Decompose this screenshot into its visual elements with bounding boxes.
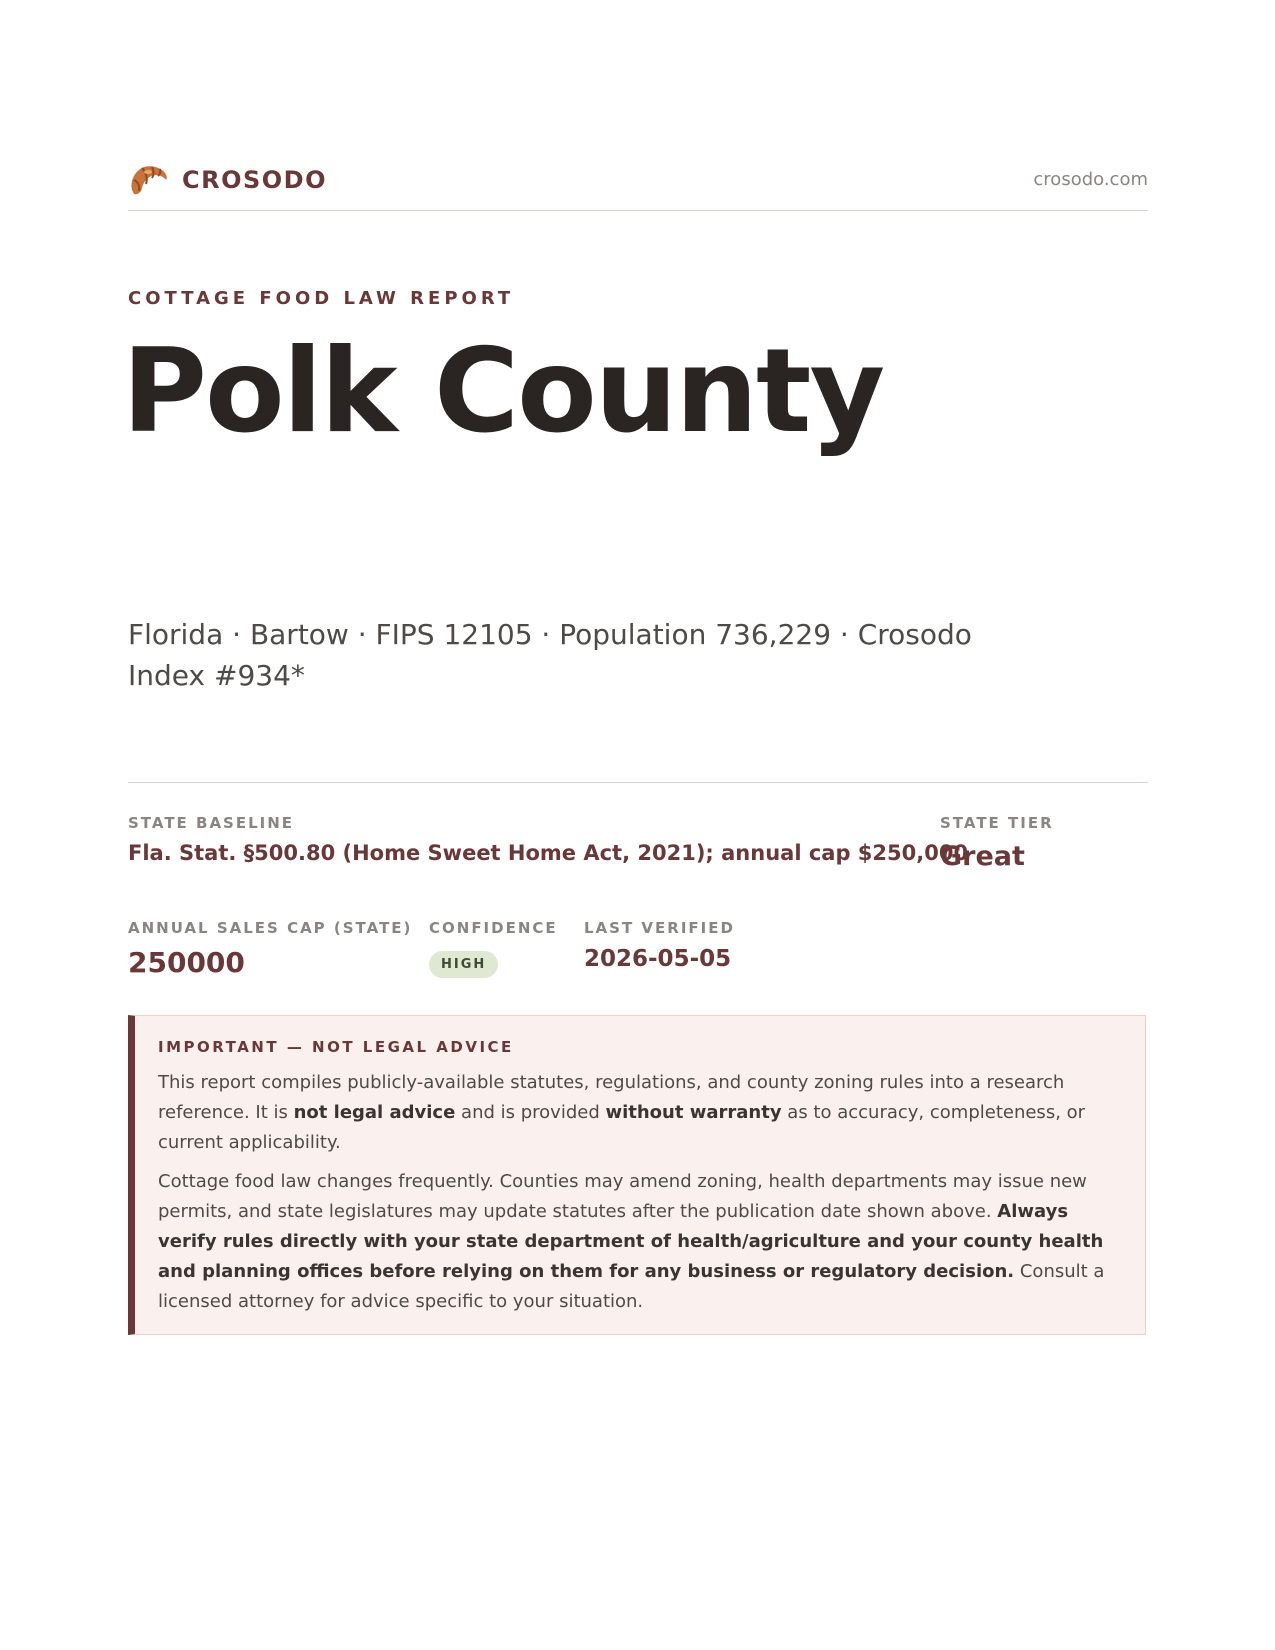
state-tier-label: STATE TIER [940,814,1054,832]
state-tier-value: Great [940,841,1025,872]
notice-emphasis: not legal advice [293,1102,456,1123]
confidence-field [429,919,558,978]
confidence-label: CONFIDENCE [429,919,558,937]
brand [128,160,327,200]
sales-cap-label: ANNUAL SALES CAP (STATE) [128,919,413,937]
notice-paragraph-1 [158,1068,1119,1158]
sales-cap-field [128,919,412,979]
notice-text: This report compiles publicly-available statutes, regulations, and county zoning rules into a research reference. It is [158,1072,1065,1123]
notice-text: and is provided [455,1102,606,1123]
confidence-badge: HIGH [429,951,498,978]
last-verified-label: LAST VERIFIED [584,919,735,937]
state-baseline-field [128,814,968,865]
last-verified-value: 2026-05-05 [584,946,732,972]
state-baseline-label: STATE BASELINE [128,814,295,832]
report-eyebrow: COTTAGE FOOD LAW REPORT [128,288,515,309]
state-tier-field [940,814,1054,872]
page-title: Polk County [122,324,884,459]
legal-notice [128,1015,1146,1335]
section-divider [128,782,1148,783]
notice-paragraph-2 [158,1167,1119,1317]
notice-text: Consult a licensed attorney for advice specific to your situation. [158,1261,1105,1312]
last-verified-field [584,919,735,972]
state-baseline-value: Fla. Stat. §500.80 (Home Sweet Home Act, 2021); annual cap $250,000 [128,841,969,865]
brand-name: CROSODO [182,166,328,194]
page-header [128,160,1148,211]
notice-title: IMPORTANT — NOT LEGAL ADVICE [158,1038,514,1056]
notice-emphasis: Always verify rules directly with your state department of health/agriculture and your county health and planning offices before relying on them for any business or regulatory decision. [158,1201,1104,1282]
sales-cap-value: 250000 [128,946,245,979]
site-url: crosodo.com [1033,169,1148,190]
notice-text: Cottage food law changes frequently. Counties may amend zoning, health departments may issue new permits, and state legislatures may update statutes after the publication date shown above. [158,1171,1087,1222]
notice-emphasis: without warranty [605,1102,782,1123]
notice-text: as to accuracy, completeness, or current applicability. [158,1102,1086,1153]
report-subtitle: Florida · Bartow · FIPS 12105 · Population 736,229 · Crosodo Index #934* [128,618,972,692]
croissant-icon [128,160,170,200]
